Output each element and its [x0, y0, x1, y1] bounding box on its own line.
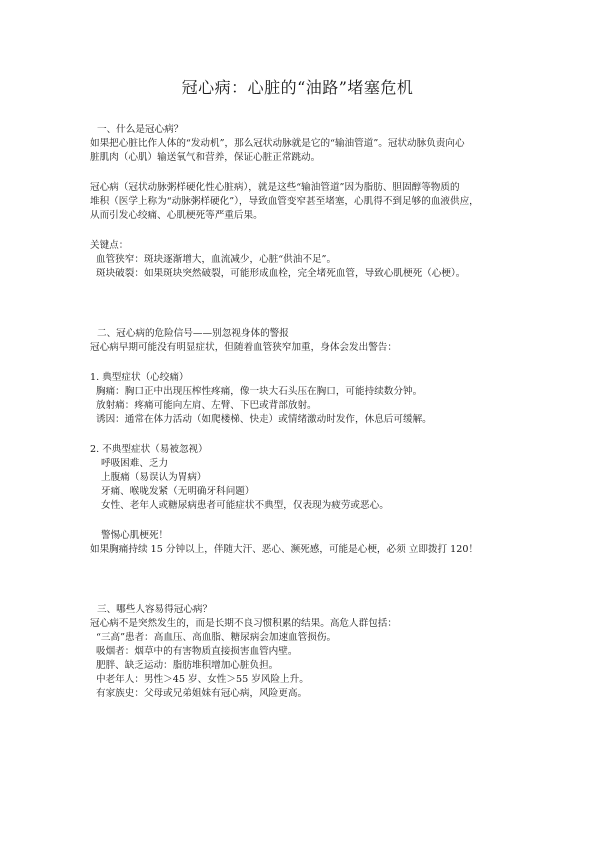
risk-item: 吸烟者：烟草中的有害物质直接损害血管内壁。 [96, 646, 298, 657]
symptom-item: 胸痛：胸口正中出现压榨性疼痛，像一块大石头压在胸口，可能持续数分钟。 [96, 386, 423, 397]
subsection-label-atypical: 2. 不典型症状（易被忽视） [90, 444, 208, 455]
paragraph-line: 如果把心脏比作人体的“发动机”，那么冠状动脉就是它的“输油管道”。冠状动脉负责向心 [90, 138, 465, 149]
paragraph-line: 从而引发心绞痛、心肌梗死等严重后果。 [90, 210, 263, 221]
keypoints-label: 关键点： [90, 240, 129, 251]
section-heading-what-is: 一、什么是冠心病？ [97, 124, 184, 135]
symptom-item: 上腹痛（易误认为胃病） [101, 472, 207, 483]
section-heading-warning-signs: 二、冠心病的危险信号——别忽视身体的警报 [97, 328, 289, 339]
symptom-item: 诱因：通常在体力活动（如爬楼梯、快走）或情绪激动时发作，休息后可缓解。 [96, 414, 432, 425]
risk-item: 中老年人：男性＞45 岁、女性＞55 岁风险上升。 [96, 674, 309, 685]
symptom-item: 放射痛：疼痛可能向左肩、左臂、下巴或背部放射。 [96, 400, 317, 411]
keypoint-item: 血管狭窄：斑块逐渐增大，血流减少，心脏“供油不足”。 [96, 254, 337, 265]
symptom-item: 呼吸困难、乏力 [101, 458, 169, 469]
keypoint-item: 斑块破裂：如果斑块突然破裂，可能形成血栓，完全堵死血管，导致心肌梗死（心梗）。 [96, 268, 466, 279]
risk-item: 有家族史：父母或兄弟姐妹有冠心病，风险更高。 [96, 688, 308, 699]
paragraph-line: 冠心病不是突然发生的，而是长期不良习惯积累的结果。高危人群包括： [90, 618, 397, 629]
paragraph-line: 冠心病（冠状动脉粥样硬化性心脏病），就是这些“输油管道”因为脂肪、胆固醇等物质的 [90, 182, 460, 193]
alert-text: 如果胸痛持续 15 分钟以上，伴随大汗、恶心、濒死感，可能是心梗，必须 立即拨打 120！ [90, 544, 479, 555]
symptom-item: 女性、老年人或糖尿病患者可能症状不典型，仅表现为疲劳或恶心。 [101, 500, 389, 511]
symptom-item: 牙痛、喉咙发紧（无明确牙科问题） [101, 486, 255, 497]
alert-heading: 警惕心肌梗死！ [101, 530, 169, 541]
section-heading-risk-groups: 三、哪些人容易得冠心病？ [97, 604, 213, 615]
risk-item: “三高”患者：高血压、高血脂、糖尿病会加速血管损伤。 [96, 632, 337, 643]
paragraph-line: 堆积（医学上称为“动脉粥样硬化”），导致血管变窄甚至堵塞，心肌得不到足够的血液供应， [90, 196, 479, 207]
subsection-label-typical: 1. 典型症状（心绞痛） [90, 372, 189, 383]
paragraph-line: 脏肌肉（心肌）输送氧气和营养，保证心脏正常跳动。 [90, 152, 321, 163]
paragraph-line: 冠心病早期可能没有明显症状，但随着血管狭窄加重，身体会发出警告： [90, 342, 397, 353]
page-title: 冠心病：心脏的“油路”堵塞危机 [181, 78, 414, 97]
risk-item: 肥胖、缺乏运动：脂肪堆积增加心脏负担。 [96, 660, 279, 671]
